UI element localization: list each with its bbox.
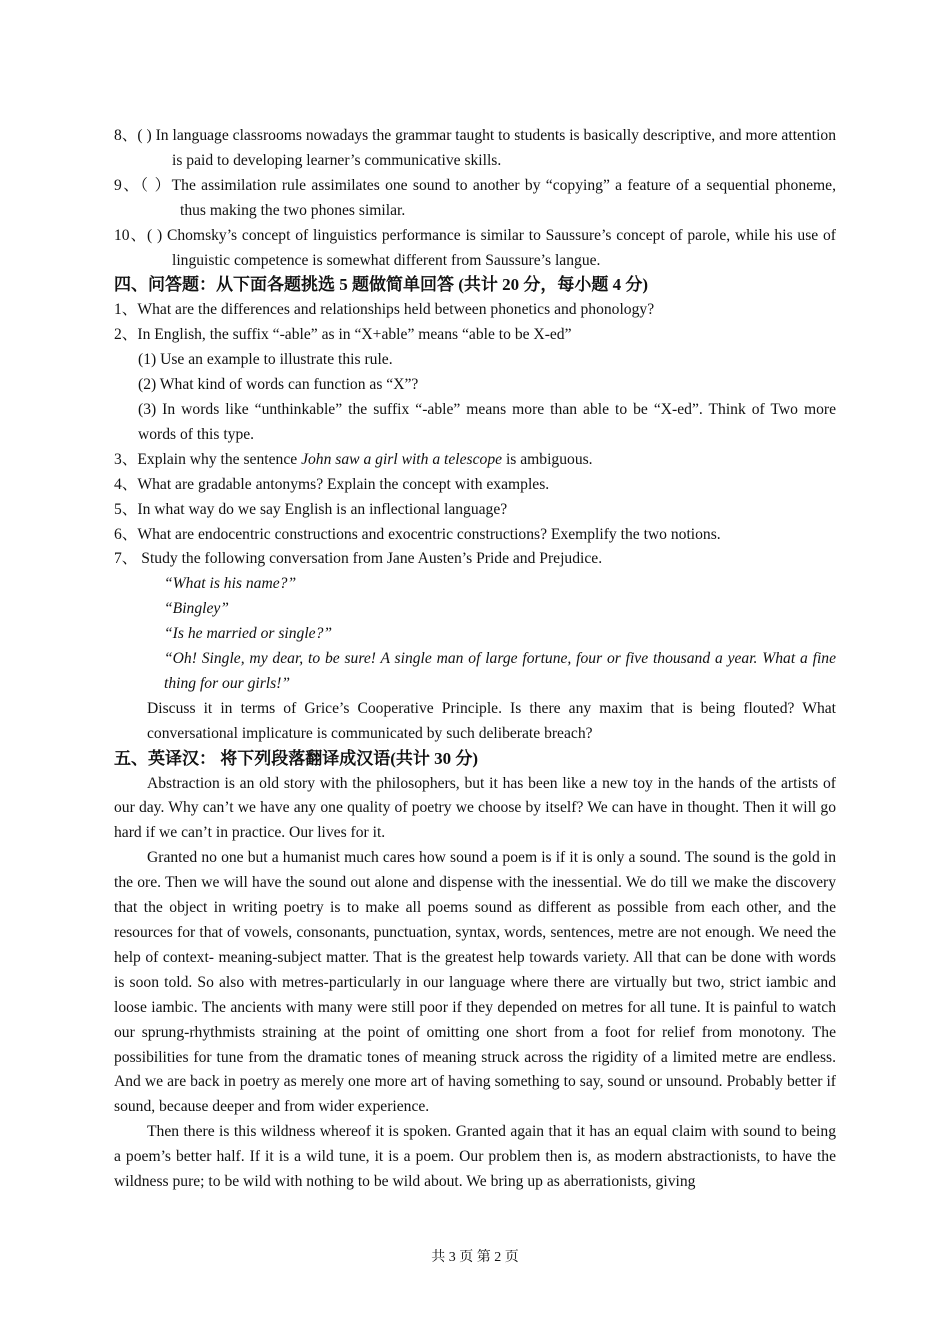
question-6: 6、What are endocentric constructions and exocentric constructions? Exemplify the two notions. — [114, 525, 721, 543]
question-5: 5、In what way do we say English is an inflectional language? — [114, 500, 508, 518]
question-2-part-2: (2) What kind of words can function as “X”? — [138, 376, 419, 394]
tf-item-9: 9、（ ）The assimilation rule assimilates one sound to another by “copying” a feature of a sequential phoneme, thus making the two phones similar. — [114, 176, 836, 219]
question-2-part-3: (3) In words like “unthinkable” the suffix “-able” means more than able to be “X-ed”. Think of Two more words of this type. — [138, 400, 836, 443]
question-3 — [114, 448, 836, 473]
quote-line-4: “Oh! Single, my dear, to be sure! A single man of large fortune, four or five thousand a year. What a fine thing for our girls!” — [164, 650, 836, 692]
tf-item-10: 10、( ) Chomsky’s concept of linguistics performance is similar to Saussure’s concept of parole, while his use of linguistic competence is somewhat different from Saussure’s langue. — [114, 226, 836, 269]
question-7: 7、 Study the following conversation from Jane Austen’s Pride and Prejudice. — [114, 550, 603, 568]
question-1: 1、What are the differences and relationships held between phonetics and phonology? — [114, 301, 655, 319]
question-3-pre: 3、Explain why the sentence — [114, 450, 302, 468]
question-4: 4、What are gradable antonyms? Explain the concept with examples. — [114, 475, 550, 493]
question-3-post: is ambiguous. — [502, 450, 593, 468]
exam-page — [114, 124, 836, 1195]
section5-heading: 五、英译汉： 将下列段落翻译成汉语(共计 30 分) — [114, 748, 479, 768]
quote-line-2: “Bingley” — [164, 600, 229, 618]
translation-paragraph-2: Granted no one but a humanist much cares how sound a poem is if it is only a sound. The sound is the gold in the ore. Then we will have the sound out alone and dispense with the inessential. We do till we make the discovery that the object in writing poetry is to make all poems sound as different as possible from each other, and the resources for that of vowels, consonants, punctuation, syntax, words, sentences, metre are not enough. We need the help of context- meaning-subject matter. That is the greatest help towards variety. All that can be done with words is soon told. So also with metres-particularly in our language where there are virtually but two, strict iambic and loose iambic. The ancients with many were still poor if they depended on metres for all tune. It is painful to watch our sprung-rhythmists straining at the point of omitting one short from a foot for relief from monotony. The possibilities for tune from the dramatic tones of meaning struck across the rigidity of a limited metre are endless. And we are back in poetry as merely one more art of having something to say, sound or unsound. Probably better if sound, because deeper and from wider experience. — [114, 849, 836, 1116]
question-2-part-1: (1) Use an example to illustrate this rule. — [138, 351, 393, 369]
translation-paragraph-1: Abstraction is an old story with the philosophers, but it has been like a new toy in the hands of the artists of our day. Why can’t we have any one quality of poetry we choose by itself? We can have in thought. Then it will go hard if we can’t in practice. Our lives for it. — [114, 774, 836, 842]
quote-line-3: “Is he married or single?” — [164, 625, 333, 643]
tf-item-8: 8、( ) In language classrooms nowadays the grammar taught to students is basically descriptive, and more attention is paid to developing learner’s communicative skills. — [114, 127, 836, 169]
question-2: 2、In English, the suffix “-able” as in “X+able” means “able to be X-ed” — [114, 326, 572, 344]
question-3-sentence: John saw a girl with a telescope — [301, 450, 503, 468]
translation-paragraph-3: Then there is this wildness whereof it is spoken. Granted again that it has an equal claim with sound to being a poem’s better half. If it is a wild tune, it is a poem. Our problem then is, as modern abstractionists, to have the wildness pure; to be wild with nothing to be wild about. We bring up as aberrationists, giving — [114, 1123, 836, 1191]
quote-line-1: “What is his name?” — [164, 575, 297, 593]
section4-heading: 四、问答题：从下面各题挑选 5 题做简单回答 (共计 20 分，每小题 4 分) — [114, 275, 649, 295]
page-footer: 共 3 页 第 2 页 — [431, 1250, 519, 1265]
question-7-discussion: Discuss it in terms of Grice’s Cooperative Principle. Is there any maxim that is being flouted? What conversational implicature is communicated by such deliberate breach? — [147, 699, 836, 742]
